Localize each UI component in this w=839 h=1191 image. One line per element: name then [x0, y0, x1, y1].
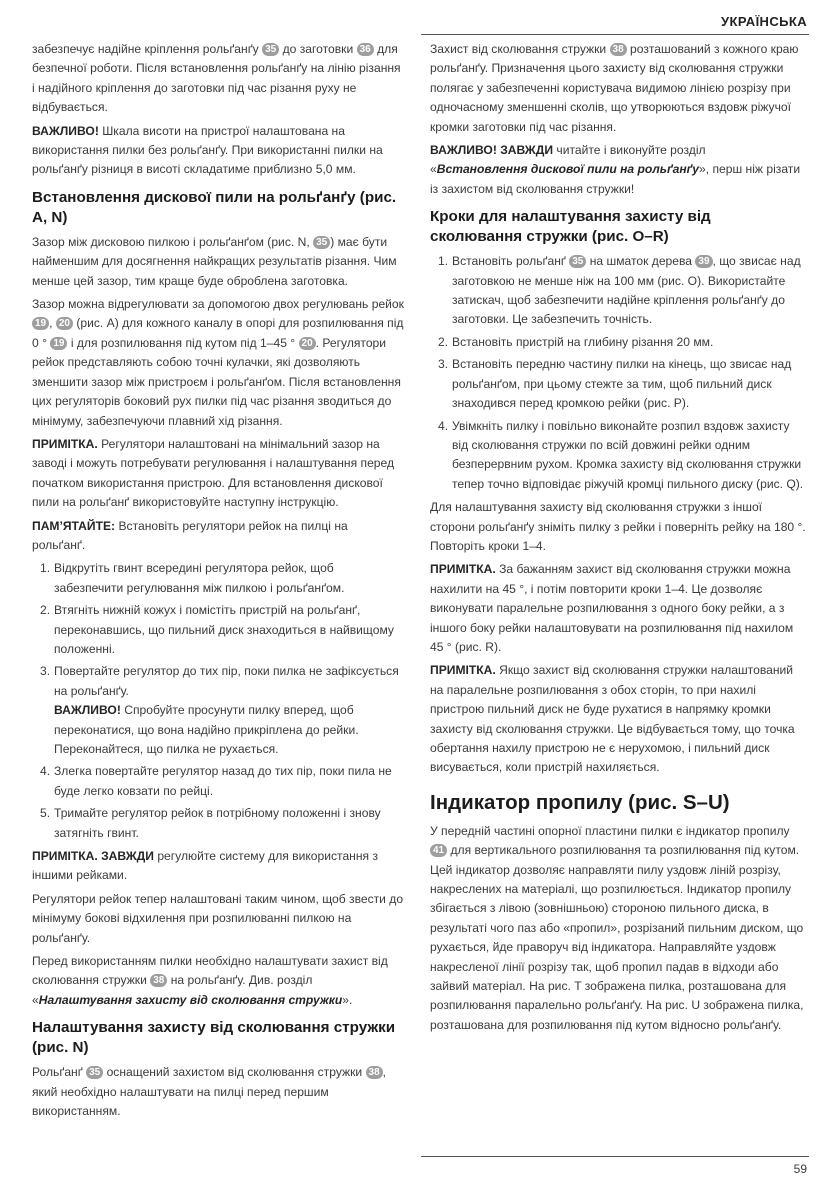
- section-reference: Налаштування захисту від сколювання стружки: [38, 992, 343, 1007]
- left-column: [32, 40, 404, 1126]
- footer-divider: [421, 1156, 809, 1157]
- list-item: 2. Втягніть нижній кожух і помістіть пристрій на рольґанґ, переконавшись, що пильний диск знаходиться в найвищому положенні.: [40, 603, 394, 656]
- section-heading-steps: Кроки для налаштування захисту від сколювання стружки (рис. O–R): [430, 208, 711, 246]
- paragraph: Зазор між дисковою пилкою і рольґанґом (рис. N, 35 ) має бути найменшим для досягнення найкращих результатів різання. Чим менше цей зазор, тим краще буде оброблена заготовка.: [32, 234, 397, 288]
- callout-badge: 35: [86, 1066, 103, 1079]
- list-item: 1. Встановіть рольґанґ 35 на шматок дерева 39 , що звисає над заготовкою не менше ніж на 100 мм (рис. O). Використайте затискач, щоб забезпечити надійне кріплення рольґанґу до заготовки. Це забезпечить точність.: [438, 254, 801, 327]
- callout-badge: 20: [299, 337, 316, 350]
- callout-badge: 39: [695, 255, 712, 268]
- paragraph: Перед використанням пилки необхідно налаштувати захист від сколювання стружки 38 на рольґанґу. Див. розділ «Налаштування захисту від сколювання стружки».: [32, 954, 388, 1007]
- paragraph: забезпечує надійне кріплення рольґанґу 35 до заготовки 36 для безпечної роботи. Після встановлення рольґанґу на лінію різання і надійного кріплення до заготовки під час різання руху не відбувається.: [32, 42, 401, 115]
- callout-badge: 20: [56, 317, 73, 330]
- section-reference: Встановлення дискової пили на рольґанґу: [436, 162, 700, 177]
- paragraph: Регулятори рейок тепер налаштовані таким чином, щоб звести до мінімуму бокові відхилення при розпилюванні пилкою на рольґанґу.: [32, 891, 404, 945]
- important-note: ВАЖЛИВО! ЗАВЖДИ читайте і виконуйте розділ «Встановлення дискової пили на рольґанґу», перш ніж різати із захистом від сколювання стружки!: [430, 143, 801, 196]
- note: ПРИМІТКА. Якщо захист від сколювання стружки налаштований на паралельне розпилювання з обох сторін, то при нахилі пристрою пильний диск не буде рухатися в напрямку кромки захисту від сколювання стружки. Це відбувається тому, що точка обертання нахилу пристрою не є нерухомою, і пильний диск висувається, коли пристрій нахиляється.: [430, 663, 795, 775]
- list-item: 3. Встановіть передню частину пилки на кінець, що звисає над рольґанґом, при цьому стежте за тим, щоб пильний диск знаходився перед кромкою рейки (рис. P).: [438, 357, 792, 411]
- list-item: 5. Тримайте регулятор рейок в потрібному положенні і знову затягніть гвинт.: [40, 806, 381, 840]
- language-header: УКРАЇНСЬКА: [721, 14, 807, 29]
- paragraph: Рольґанґ 35 оснащений захистом від сколювання стружки 38 , який необхідно налаштувати на пилці перед першим використанням.: [32, 1065, 387, 1119]
- paragraph: У передній частині опорної пластини пилки є індикатор пропилу 41 для вертикального розпилювання та розпилювання під кутом. Цей індикатор дозволяє направляти пилу уздовж ліній розрізу, накреслених на матеріалі, що розпилюється. Індикатор пропилу збігається з лівою (зовнішньою) стороною пильного диска, в результаті чого паз або «пропил», розрізаний пильним диском, що рухається, йде праворуч від індикатора. Направляйте уздовж накресленої лінії розрізу так, щоб пропил падав в відходи або зайвий матеріал. На рис. T зображена пилка, розташована для розпилювання паралельно рольґанґу. На рис. U зображена пилка, розташована для розпилювання під кутом відносно рольґанґу.: [430, 823, 804, 1032]
- callout-badge: 38: [366, 1066, 383, 1079]
- callout-badge: 19: [50, 337, 67, 350]
- list-item: 4. Злегка повертайте регулятор назад до тих пір, поки пила не буде легко ковзати по рейці.: [40, 764, 392, 798]
- paragraph: Зазор можна відрегулювати за допомогою двох регулювань рейок 19 , 20 (рис. A) для кожного каналу в опорі для розпилювання під 0 ° 19 і для розпилювання під кутом під 1–45 ° 20 . Регулятори рейок представляють собою точні кулачки, які дозволяють зменшити зазор між пристроєм і рольґанґом. Після встановлення цих регуляторів боковий рух пилки під час різання зводиться до мінімуму, забезпечуючи плавний хід різання.: [32, 297, 404, 428]
- page-number: 59: [793, 1162, 807, 1176]
- important-note: ВАЖЛИВО! Шкала висоти на пристрої налаштована на використання пилки без рольґанґу. При використанні пилки на рольґанґу різниця в висоті складатиме приблизно 5,0 мм.: [32, 123, 383, 177]
- callout-badge: 35: [262, 43, 279, 56]
- paragraph: Для налаштування захисту від сколювання стружки з іншої сторони рольґанґу зніміть пилку з рейки і поверніть рейку на 180 °. Повторіть кроки 1–4.: [430, 500, 806, 553]
- list-item: 3. Повертайте регулятор до тих пір, поки пилка не зафіксується на рольґанґу. ВАЖЛИВО! Спробуйте просунути пилку вперед, щоб переконатися, що вона надійно прикріплена до рейки. Переконайтеся, що пилка не рухається.: [40, 664, 399, 756]
- section-heading-mount: Встановлення дискової пили на рольґанґу (рис. A, N): [32, 188, 397, 226]
- list-item: 4. Увімкніть пилку і повільно виконайте розпил вздовж захисту від сколювання стружки по всій довжині рейки одним безперервним рухом. Кромка захисту від сколювання стружки тепер точно відповідає ріжучій кромці пильного диску (рис. Q).: [438, 418, 804, 491]
- right-column: [430, 40, 806, 1039]
- callout-badge: 35: [569, 255, 586, 268]
- list-item: 1. Відкрутіть гвинт всередині регулятора рейок, щоб забезпечити регулювання між пилкою і рольґанґом.: [40, 561, 345, 595]
- guard-steps-list: [430, 252, 806, 494]
- paragraph: Захист від сколювання стружки 38 розташований з кожного краю рольґанґу. Призначення цього захисту від сколювання стружки полягає у забезпеченні користувача видимою лінією розрізу при одночасному зменшенні сколів, що утворюються вздовж ріжучої кромки заготовки під час різання.: [430, 42, 799, 134]
- header-divider: [421, 34, 809, 35]
- mount-steps-list: [32, 559, 404, 843]
- section-heading-guard: Налаштування захисту від сколювання стружки (рис. N): [32, 1019, 396, 1057]
- callout-badge: 38: [150, 974, 167, 987]
- callout-badge: 38: [610, 43, 627, 56]
- callout-badge: 35: [313, 236, 330, 249]
- callout-badge: 36: [357, 43, 374, 56]
- note: ПРИМІТКА. Регулятори налаштовані на мінімальний зазор на заводі і можуть потребувати регулювання і налаштування перед початком використання пристрою. Для встановлення дискової пили на рольґанґ використовуйте наступну інструкцію.: [32, 436, 395, 510]
- section-heading-indicator: Індикатор пропилу (рис. S–U): [430, 790, 730, 814]
- note: ПРИМІТКА. За бажанням захист від сколювання стружки можна нахилити на 45 °, і потім повторити кроки 1–4. Це дозволяє виконувати паралельне розпилювання з одного боку рейки, а з іншого боку рейки налаштовувати на розпилювання під нахилом 45 ° (рис. R).: [430, 562, 794, 654]
- note: ПРИМІТКА. ЗАВЖДИ регулюйте систему для використання з іншими рейками.: [32, 849, 378, 883]
- remember-note: ПАМ’ЯТАЙТЕ: Встановіть регулятори рейок на пилці на рольґанґ.: [32, 518, 348, 552]
- list-item: 2. Встановіть пристрій на глибину різання 20 мм.: [438, 334, 714, 349]
- callout-badge: 41: [430, 844, 447, 857]
- callout-badge: 19: [32, 317, 49, 330]
